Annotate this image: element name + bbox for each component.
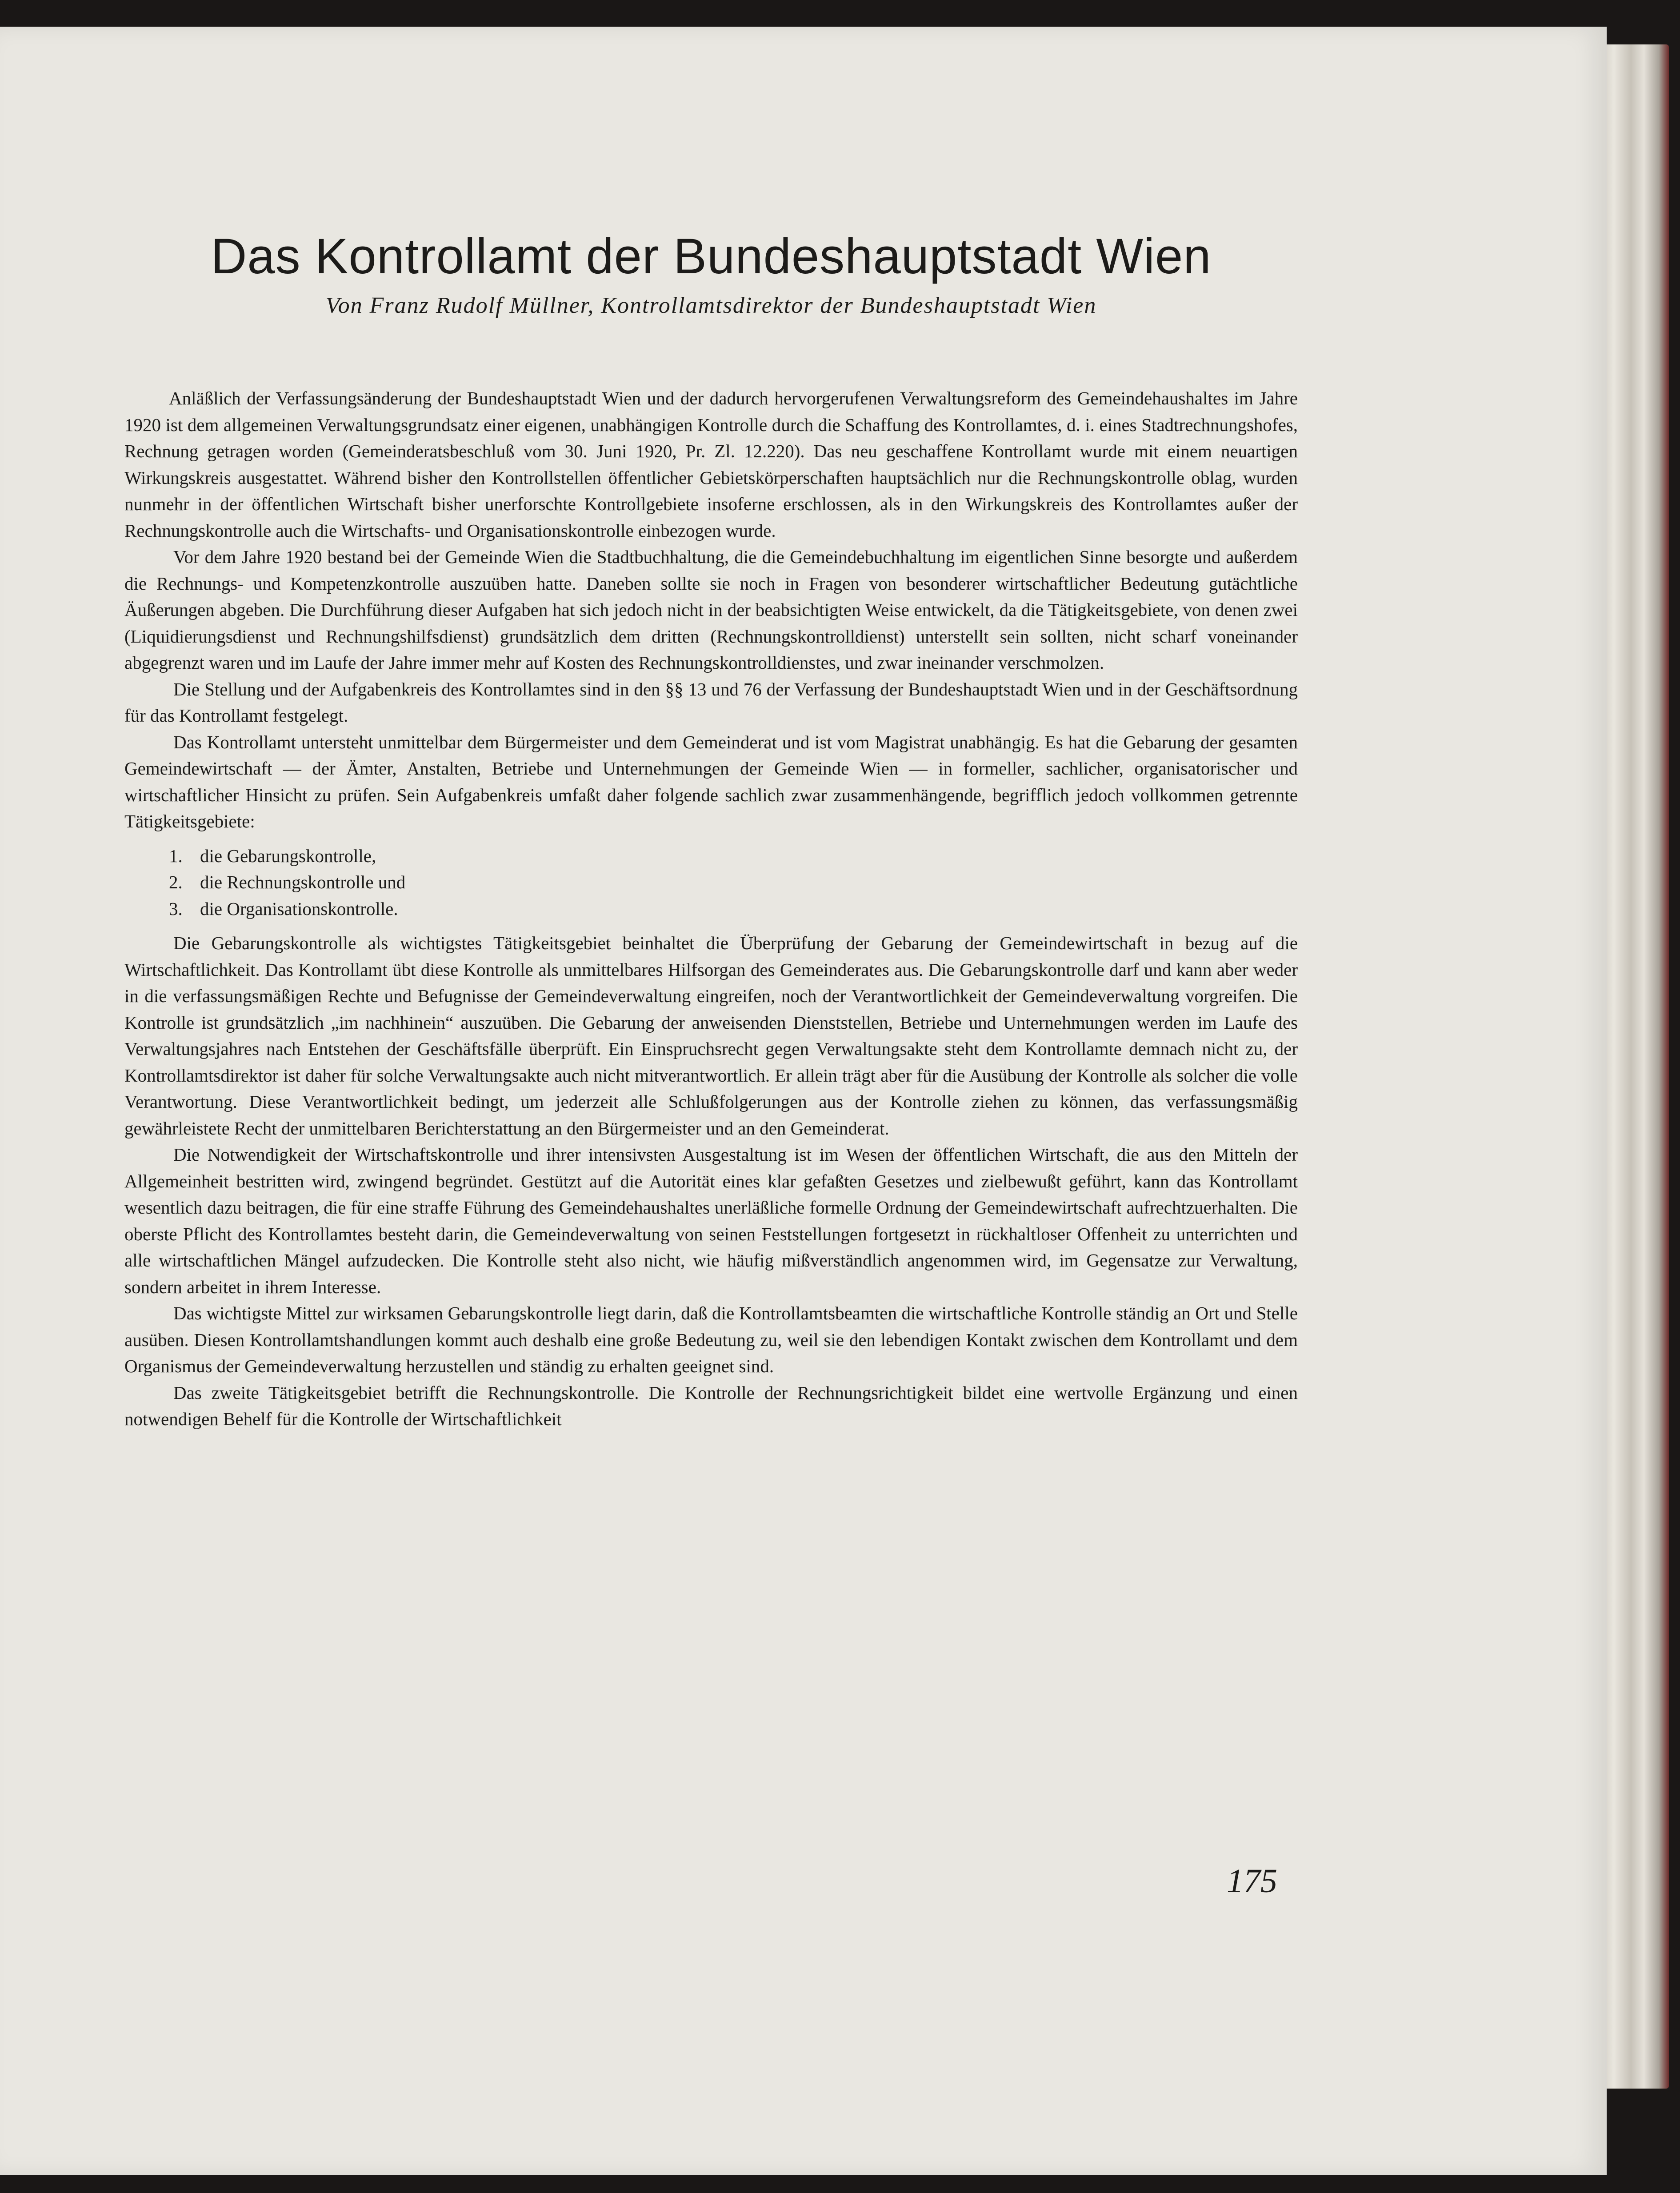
list-item: 3. die Organisationskontrolle. <box>169 898 398 919</box>
paragraph: Das wichtigste Mittel zur wirksamen Gebarungskontrolle liegt darin, daß die Kontrollamtsbeamten die wirtschaftliche Kontrolle ständig an Ort und Stelle ausüben. Diesen Kontrollamtshandlungen kommt auch deshalb eine große Bedeutung zu, weil sie den lebendigen Kontakt zwischen dem Kontrollamt und dem Organismus der Gemeindeverwaltung herzustellen und ständig zu erhalten geeignet sind. <box>124 1303 1298 1377</box>
page-number: 175 <box>1227 1862 1277 1900</box>
article <box>124 229 1298 1433</box>
book-page <box>0 27 1607 2175</box>
paragraph: Vor dem Jahre 1920 bestand bei der Gemeinde Wien die Stadtbuchhaltung, die die Gemeindebuchhaltung im eigentlichen Sinne besorgte und außerdem die Rechnungs- und Kompetenzkontrolle auszuüben hatte. Daneben sollte sie noch in Fragen von besonderer wirtschaftlicher Bedeutung gutächtliche Äußerungen abgeben. Die Durchführung dieser Aufgaben hat sich jedoch nicht in der beabsichtigten Weise entwickelt, da die Tätigkeitsgebiete, von denen zwei (Liquidierungsdienst und Rechnungshilfsdienst) grundsätzlich dem dritten (Rechnungskontrolldienst) unterstellt sein sollten, nicht scharf voneinander abgegrenzt waren und im Laufe der Jahre immer mehr auf Kosten des Rechnungskontrolldienstes, und zwar ineinander verschmolzen. <box>124 547 1298 673</box>
list-item: 2. die Rechnungskontrolle und <box>169 872 406 893</box>
paragraph: Die Stellung und der Aufgabenkreis des Kontrollamtes sind in den §§ 13 und 76 der Verfassung der Bundeshauptstadt Wien und in der Geschäftsordnung für das Kontrollamt festgelegt. <box>124 679 1298 726</box>
list-item: 1. die Gebarungskontrolle, <box>169 845 376 866</box>
article-byline: Von Franz Rudolf Müllner, Kontrollamtsdirektor der Bundeshauptstadt Wien <box>325 293 1097 319</box>
article-body <box>124 385 1298 1433</box>
paragraph: Die Notwendigkeit der Wirtschaftskontrolle und ihrer intensivsten Ausgestaltung ist im Wesen der öffentlichen Wirtschaft, die aus den Mitteln der Allgemeinheit bestritten wird, zwingend begründet. Gestützt auf die Autorität eines klar gefaßten Gesetzes und zielbewußt geführt, kann das Kontrollamt wesentlich dazu beitragen, die für eine straffe Führung des Gemeindehaushaltes unerläßliche formelle Ordnung der Gemeindewirtschaft aufrechtzuerhalten. Die oberste Pflicht des Kontrollamtes besteht darin, die Gemeindeverwaltung von seinen Feststellungen fortgesetzt in rückhaltloser Offenheit zu unterrichten und alle wirtschaftlichen Mängel aufzudecken. Die Kontrolle steht also nicht, wie häufig mißverständlich angenommen wird, im Gegensatze zur Verwaltung, sondern arbeitet in ihrem Interesse. <box>124 1144 1298 1297</box>
paragraph: Die Gebarungskontrolle als wichtigstes Tätigkeitsgebiet beinhaltet die Überprüfung der Gebarung der Gemeindewirtschaft in bezug auf die Wirtschaftlichkeit. Das Kontrollamt übt diese Kontrolle als unmittelbares Hilfsorgan des Gemeinderates aus. Die Gebarungskontrolle darf und kann aber weder in die verfassungsmäßigen Rechte und Befugnisse der Gemeindeverwaltung eingreifen, noch der Verantwortlichkeit der Gemeindeverwaltung vorgreifen. Die Kontrolle ist grundsätzlich „im nachhinein“ auszuüben. Die Gebarung der anweisenden Dienststellen, Betriebe und Unternehmungen werden im Laufe des Verwaltungsjahres nach Entstehen der Geschäftsfälle überprüft. Ein Einspruchsrecht gegen Verwaltungsakte steht dem Kontrollamte demnach nicht zu, der Kontrollamtsdirektor ist daher für solche Verwaltungsakte auch nicht mitverantwortlich. Er allein trägt aber für die Ausübung der Kontrolle als solcher die volle Verantwortung. Diese Verantwortlichkeit bedingt, um jederzeit alle Schlußfolgerungen aus der Kontrolle ziehen zu können, das verfassungsmäßig gewährleistete Recht der unmittelbaren Berichterstattung an den Bürgermeister und an den Gemeinderat. <box>124 933 1298 1138</box>
paragraph: Das Kontrollamt untersteht unmittelbar dem Bürgermeister und dem Gemeinderat und ist vom Magistrat unabhängig. Es hat die Gebarung der gesamten Gemeindewirtschaft — der Ämter, Anstalten, Betriebe und Unternehmungen der Gemeinde Wien — in formeller, sachlicher, organisatorischer und wirtschaftlicher Hinsicht zu prüfen. Sein Aufgabenkreis umfaßt daher folgende sachlich zwar zusammenhängende, begrifflich jedoch vollkommen getrennte Tätigkeitsgebiete: <box>124 731 1298 832</box>
activity-list <box>124 843 1298 923</box>
paragraph: Das zweite Tätigkeitsgebiet betrifft die Rechnungskontrolle. Die Kontrolle der Rechnungsrichtigkeit bildet eine wertvolle Ergänzung und einen notwendigen Behelf für die Kontrolle der Wirtschaftlichkeit <box>124 1382 1298 1430</box>
paragraph: Anläßlich der Verfassungsänderung der Bundeshauptstadt Wien und der dadurch hervorgerufenen Verwaltungsreform des Gemeindehaushaltes im Jahre 1920 ist dem allgemeinen Verwaltungsgrundsatz einer eigenen, unabhängigen Kontrolle durch die Schaffung des Kontrollamtes, d. i. eines Stadtrechnungshofes, Rechnung getragen worden (Gemeinderatsbeschluß vom 30. Juni 1920, Pr. Zl. 12.220). Das neu geschaffene Kontrollamt wurde mit einem neuartigen Wirkungskreis ausgestattet. Während bisher den Kontrollstellen öffentlicher Gebietskörperschaften hauptsächlich nur die Rechnungskontrolle oblag, wurden nunmehr in der öffentlichen Wirtschaft bisher unerforschte Kontrollgebiete insoferne erschlossen, als in den Wirkungskreis des Kontrollamtes außer der Rechnungskontrolle auch die Wirtschafts- und Organisationskontrolle einbezogen wurde. <box>124 388 1298 541</box>
article-title: Das Kontrollamt der Bundeshauptstadt Wien <box>211 228 1212 284</box>
